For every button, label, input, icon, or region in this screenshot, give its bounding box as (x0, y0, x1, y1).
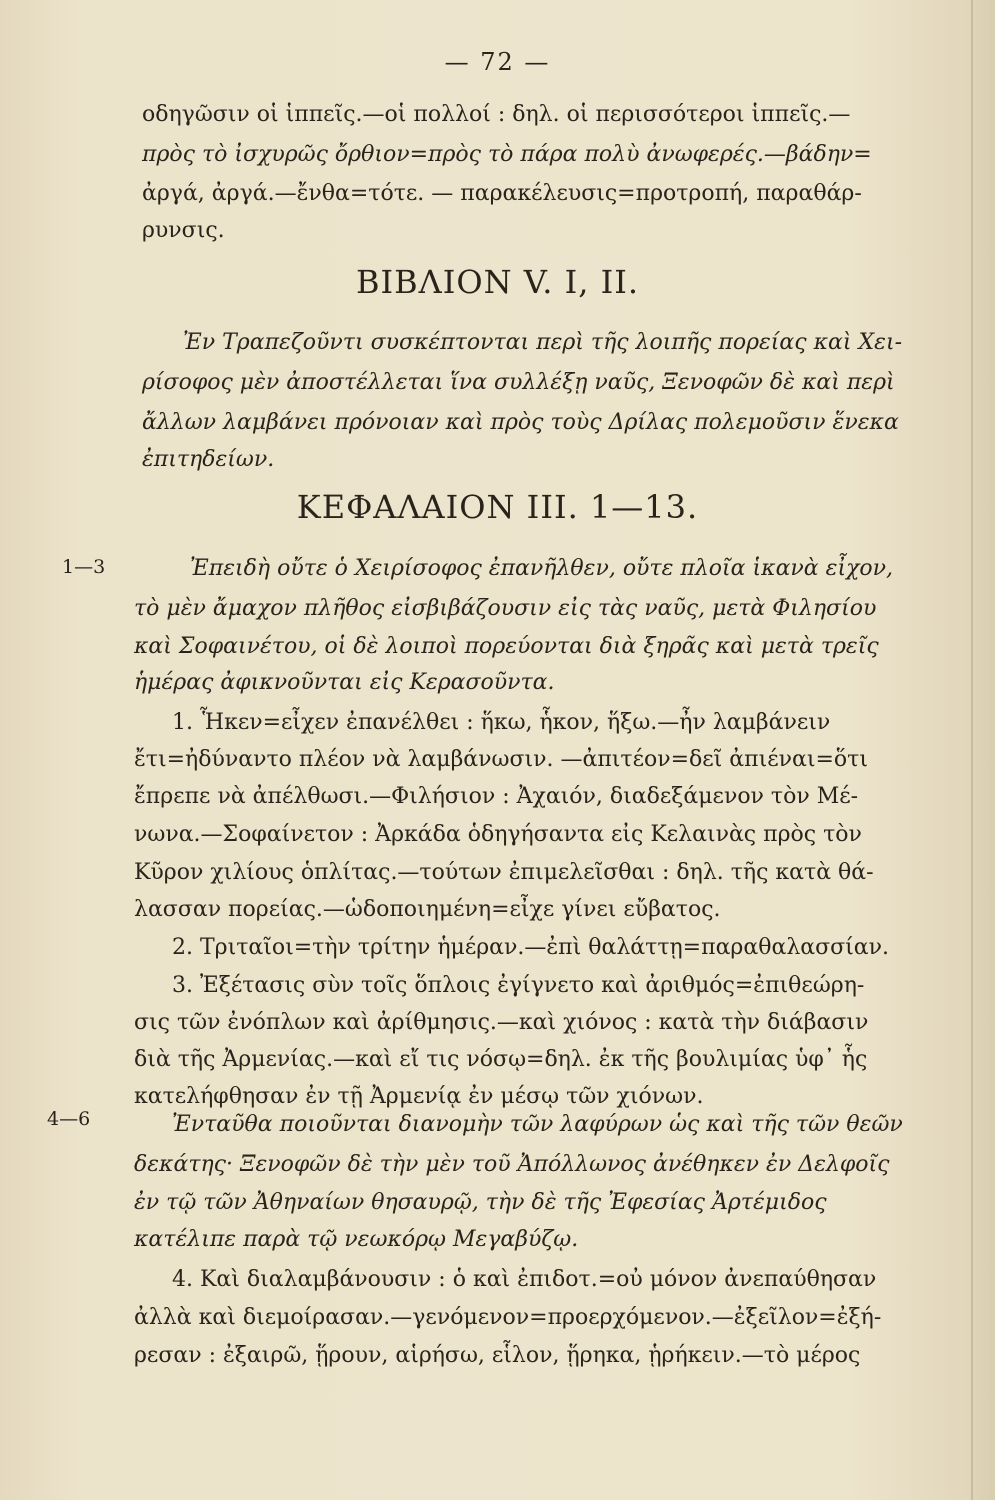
margin-note: 1—3 (62, 556, 106, 578)
commentary-line: σις τῶν ἐνόπλων καὶ ἀρίθμησις.—καὶ χιόνος : κατὰ τὴν διάβασιν (134, 1010, 869, 1035)
page-number: — 72 — (444, 48, 551, 76)
book-heading: ΒΙΒΛΙΟΝ V. I, II. (355, 263, 640, 301)
commentary-line: κατελήφθησαν ἐν τῇ Ἀρμενίᾳ ἐν μέσῳ τῶν χιόνων. (134, 1084, 704, 1109)
commentary-line: 2. Τριταῖοι=τὴν τρίτην ἡμέραν.—ἐπὶ θαλάττῃ=παραθαλασσίαν. (172, 935, 890, 960)
text-line: ρυνσις. (142, 218, 225, 243)
commentary-line: Κῦρον χιλίους ὁπλίτας.—τούτων ἐπιμελεῖσθαι : δηλ. τῆς κατὰ θά- (134, 860, 874, 885)
commentary-line: 1. Ἧκεν=εἶχεν ἐπανέλθει : ἥκω, ἧκον, ἥξω.—ἦν λαμβάνειν (172, 710, 831, 735)
summary-line: ρίσοφος μὲν ἀποστέλλεται ἵνα συλλέξῃ ναῦς, Ξενοφῶν δὲ καὶ περὶ (142, 370, 895, 395)
summary-line: δεκάτης· Ξενοφῶν δὲ τὴν μὲν τοῦ Ἀπόλλωνος ἀνέθηκεν ἐν Δελφοῖς (134, 1152, 890, 1177)
commentary-line: ἀλλὰ καὶ διεμοίρασαν.—γενόμενον=προερχόμενον.—ἐξεῖλον=ἐξή- (134, 1305, 882, 1330)
text-line: πρὸς τὸ ἰσχυρῶς ὄρθιον=πρὸς τὸ πάρα πολὺ ἀνωφερές.—βάδην= (142, 142, 872, 167)
chapter-heading: ΚΕΦΑΛΑΙΟΝ III. 1—13. (296, 488, 699, 526)
page-edge-shadow (971, 0, 973, 1500)
text-line: οδηγῶσιν οἱ ἱππεῖς.—οἱ πολλοί : δηλ. οἱ περισσότεροι ἱππεῖς.— (142, 102, 851, 127)
summary-line: Ἐν Τραπεζοῦντι συσκέπτονται περὶ τῆς λοιπῆς πορείας καὶ Χει- (183, 330, 903, 355)
commentary-line: νωνα.—Σοφαίνετον : Ἀρκάδα ὁδηγήσαντα εἰς Κελαινὰς πρὸς τὸν (134, 822, 862, 847)
commentary-line: ρεσαν : ἐξαιρῶ, ᾕρουν, αἱρήσω, εἷλον, ᾕρηκα, ᾑρήκειν.—τὸ μέρος (134, 1343, 861, 1368)
summary-line: ἄλλων λαμβάνει πρόνοιαν καὶ πρὸς τοὺς Δρίλας πολεμοῦσιν ἕνεκα (142, 410, 899, 435)
summary-line: καὶ Σοφαινέτου, οἱ δὲ λοιποὶ πορεύονται διὰ ξηρᾶς καὶ μετὰ τρεῖς (134, 634, 879, 659)
summary-line: Ἐνταῦθα ποιοῦνται διανομὴν τῶν λαφύρων ὡς καὶ τῆς τῶν θεῶν (172, 1112, 903, 1137)
commentary-line: ἔτι=ἠδύναντο πλέον νὰ λαμβάνωσιν. —ἀπιτέον=δεῖ ἀπιέναι=ὅτι (134, 747, 868, 772)
commentary-line: 3. Ἐξέτασις σὺν τοῖς ὅπλοις ἐγίγνετο καὶ ἀριθμός=ἐπιθεώρη- (172, 973, 865, 998)
summary-line: τὸ μὲν ἄμαχον πλῆθος εἰσβιβάζουσιν εἰς τὰς ναῦς, μετὰ Φιλησίου (134, 596, 877, 621)
summary-line: ἐν τῷ τῶν Ἀθηναίων θησαυρῷ, τὴν δὲ τῆς Ἐφεσίας Ἀρτέμιδος (134, 1190, 827, 1215)
summary-line: ἡμέρας ἀφικνοῦνται εἰς Κερασοῦντα. (134, 670, 555, 695)
summary-line: ἐπιτηδείων. (142, 447, 275, 472)
commentary-line: 4. Καὶ διαλαμβάνουσιν : ὁ καὶ ἐπιδοτ.=οὐ μόνον ἀνεπαύθησαν (172, 1267, 877, 1292)
commentary-line: λασσαν πορείας.—ὡδοποιημένη=εἶχε γίνει εὔβατος. (134, 897, 721, 922)
summary-line: κατέλιπε παρὰ τῷ νεωκόρῳ Μεγαβύζῳ. (134, 1227, 579, 1252)
summary-line: Ἐπειδὴ οὔτε ὁ Χειρίσοφος ἐπανῆλθεν, οὔτε πλοῖα ἱκανὰ εἶχον, (190, 556, 894, 581)
commentary-line: ἔπρεπε νὰ ἀπέλθωσι.—Φιλήσιον : Ἀχαιόν, διαδεξάμενον τὸν Μέ- (134, 784, 859, 809)
commentary-line: διὰ τῆς Ἀρμενίας.—καὶ εἴ τις νόσῳ=δηλ. ἐκ τῆς βουλιμίας ὑφ᾽ ἧς (134, 1047, 868, 1072)
text-line: ἀργά, ἀργά.—ἔνθα=τότε. — παρακέλευσις=προτροπή, παραθάρ- (142, 181, 862, 206)
margin-note: 4—6 (47, 1108, 91, 1130)
